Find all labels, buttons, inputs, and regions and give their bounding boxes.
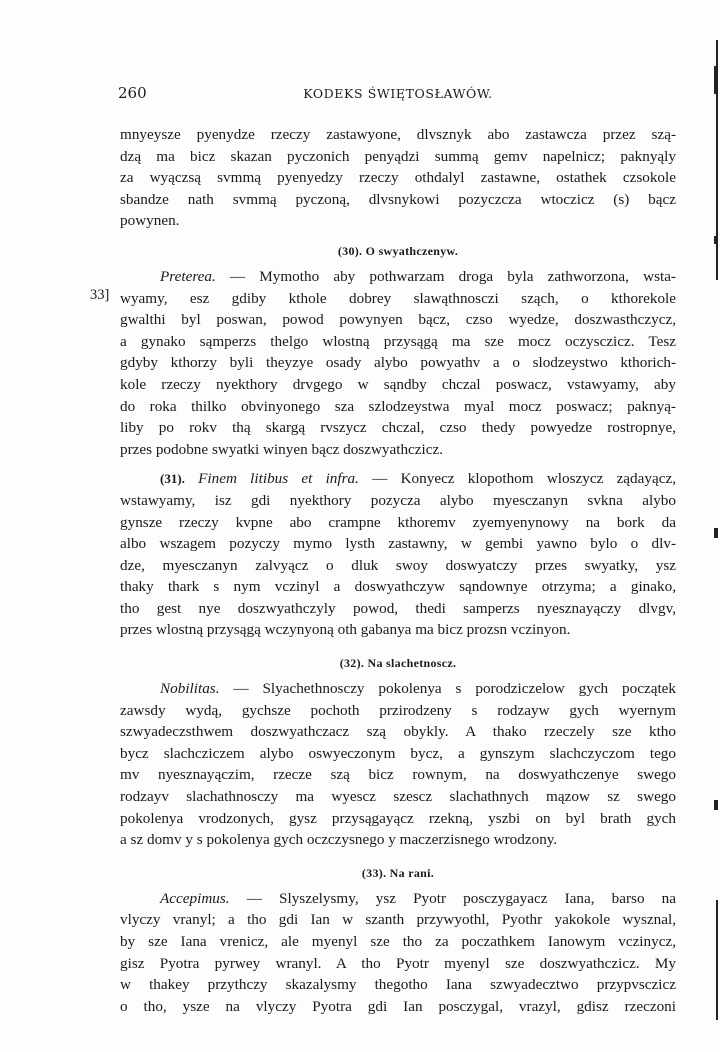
- page-body: [120, 124, 676, 1017]
- page-number: 260: [118, 84, 147, 102]
- text-line: sbandze nath svmmą pyczoną, dlvsnykowi pozyczcza wtoczicz (s) bącz: [120, 190, 676, 208]
- text-line: mv nyesznayączim, rzecze szą bicz rownym, na doswyathczenye swego: [120, 766, 676, 784]
- text-line: mnyeysze pyenydze rzeczy zastawyone, dlvsznyk abo zastawcza przez szą-: [120, 126, 676, 143]
- section-lead: Finem litibus et infra.: [198, 470, 359, 488]
- text-line: przes podobne swyatki winyen bącz doszwyathczicz.: [120, 440, 444, 458]
- text-line: gdyby kthorzy byli theyzye osady alybo powyathv a o slodzeystwo kthorich-: [120, 354, 676, 372]
- section-lead: Accepimus.: [160, 889, 230, 907]
- running-head: [118, 84, 678, 106]
- text-line: a sz domv y s pokolenya gych oczczysnego y maczerzisnego wrodzony.: [120, 831, 558, 849]
- text-line: Preterea. — Mymotho aby pothwarzam droga byla zathworzona, wsta-: [160, 267, 676, 285]
- text-line: liby po rokv thą skargą rvszycz chczal, czso thedy powyedze rostropnye,: [120, 419, 676, 437]
- text-line: gynsze rzeczy kvpne abo crampne kthoremv zyemyenynowy na bork da: [120, 513, 676, 531]
- scan-edge-mark: [714, 528, 718, 538]
- text-line: wstawyamy, isz gdi nyekthory pozycza alybo myesczanyn svkna alybo: [120, 491, 676, 509]
- text-line: szwyadeczsthwem doszwyathczacz szą obykly. A thako rzeczely sze ktho: [120, 723, 676, 741]
- scan-edge-mark: [714, 66, 718, 94]
- text-line: przes wlostną przysągą wczynyoną oth gabanya ma bicz prozsn vczinyon.: [120, 621, 571, 639]
- section-heading-32: (32). Na slachetnoscz.: [339, 656, 457, 671]
- text-line: Nobilitas. — Slyachethnosczy pokolenya s porodziczelow gych początek: [160, 680, 676, 698]
- text-line: albo wszagem pozyczy mymo lysth zastawny, w gembi yawno bylo o dlv-: [120, 535, 676, 553]
- text-line: do roka thilko obvinyonego sza szlodzeystwa myal mocz poswacz; paknyą-: [120, 397, 676, 415]
- text-line: wyamy, esz gdiby kthole dobrey slawąthnosczi sząch, o kthorekole: [120, 289, 676, 307]
- text-line: gisz Pyotra pyrwey wranyl. A tho Pyotr myenyl sze doszwyathczicz. My: [120, 954, 676, 972]
- text-line: powynen.: [120, 212, 180, 230]
- text-line: by sze Iana vrenicz, ale myenyl sze tho za poczathkem Ianowym vczinycz,: [120, 933, 676, 950]
- section-lead: Nobilitas.: [160, 680, 220, 698]
- text-line: a gynako sąmperzs thelgo wlostną przysągą ma sze mocz oczysczicz. Tesz: [120, 332, 676, 350]
- section-heading-30: (30). O swyathczenyw.: [337, 243, 459, 258]
- scan-edge-mark: [714, 236, 718, 244]
- text-line: pokolenya vrodzonych, gysz przysągayącz rzekną, yszbi on byl brath gych: [120, 809, 676, 827]
- section-lead: Preterea.: [160, 267, 216, 285]
- text-line: bycz slachcziczem alybo oswyeczonym bycz, a gynszym slachczyczom tego: [120, 744, 676, 762]
- text-line: w thakey przythczy skazalysmy thegotho Iana szwyadecztwo przypvsczicz: [120, 976, 676, 994]
- running-title: KODEKS ŚWIĘTOSŁAWÓW.: [303, 86, 493, 101]
- text-line: dzą ma bicz skazan pyczonich penyądzi summą gemv napelnicz; paknyąly: [120, 147, 676, 165]
- text-line: Accepimus. — Slyszelysmy, ysz Pyotr posczygayacz Iana, barso na: [160, 889, 676, 907]
- text-line: vlyczy vranyl; a tho gdi Ian w szanth przywyothl, Pyothr yakokole wysznal,: [120, 911, 676, 929]
- text-line: gwalthi byl poswan, powod powynyen bącz, czso wyedze, doszwasthczycz,: [120, 311, 676, 329]
- scan-edge-mark: [716, 900, 718, 1020]
- text-line: tho gest nye doszwyathczyly powod, thedi samperzs nyesznayączy dlvgv,: [120, 599, 676, 617]
- text-line: rodzayv slachathnosczy ma wyescz szescz slachathnych mązow sz swego: [120, 788, 676, 806]
- text-line: thaky thark s nym vczinyl a doswyathczyw sąndownye otrzyma; a ginako,: [120, 578, 676, 596]
- scan-edge-mark: [714, 800, 718, 810]
- text-line: za wyączsą svmmą pyenyedzy rzeczy othdalyl zastawne, ostathek czsokole: [120, 169, 676, 187]
- section-number-31: (31).: [160, 471, 185, 487]
- text-line: dze, myesczanyn zalvyącz o dluk swoy doswyatczy przes swyatky, ysz: [120, 556, 676, 574]
- margin-note-33: 33]: [90, 287, 110, 303]
- text-line: o tho, ysze na vlyczy Pyotra gdi Ian posczygal, vrazyl, gdisz rzeczoni: [120, 997, 676, 1015]
- text-line: zawsdy wydą, gychsze pochoth przirodzeny s rodzayw gych wyernym: [120, 701, 676, 719]
- section-heading-33: (33). Na rani.: [361, 865, 435, 880]
- text-line: kole rzeczy nyekthory drvgego w sąndby chczal poswacz, vstawyamy, aby: [120, 375, 676, 393]
- text-line: (31). Finem litibus et infra. — Konyecz klopothom wloszycz ządayącz,: [160, 470, 676, 488]
